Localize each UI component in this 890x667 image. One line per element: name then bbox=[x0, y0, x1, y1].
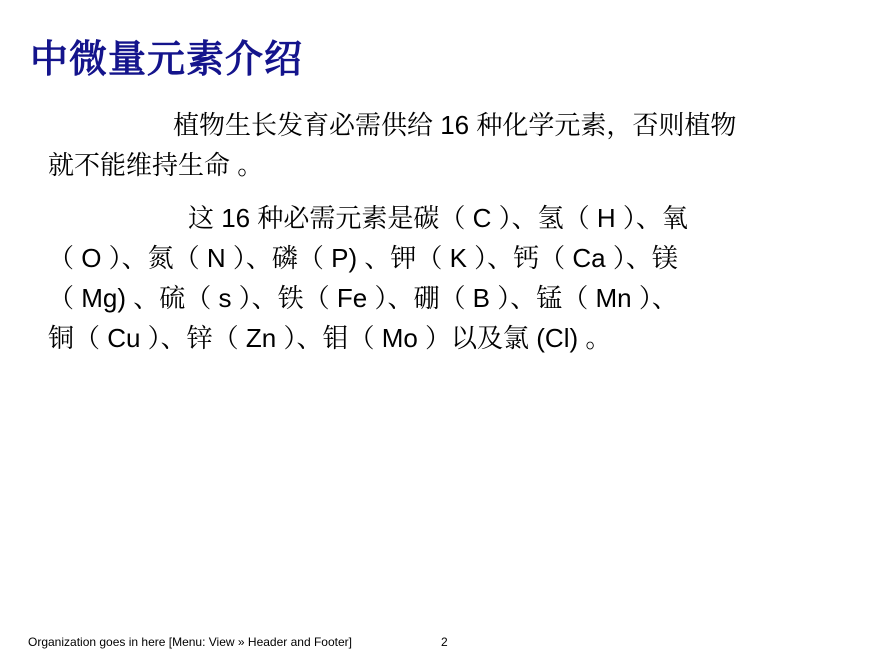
paragraph1-line: 植物生长发育必需供给 16 种化学元素，否则植物 bbox=[173, 110, 737, 140]
paragraph-element-list bbox=[48, 198, 848, 358]
page-number: 2 bbox=[441, 635, 448, 649]
paragraph2-line: 这 16 种必需元素是碳（ C ）、氢（ H ）、氧 bbox=[188, 203, 688, 233]
footer-organization: Organization goes in here [Menu: View » Header and Footer] bbox=[28, 635, 352, 649]
paragraph2-line: 铜（ Cu ）、锌（ Zn ）、钼（ Mo ）以及氯 (Cl) 。 bbox=[48, 323, 612, 353]
paragraph-plant-requirement bbox=[48, 105, 848, 185]
paragraph2-line: （ O ）、氮（ N ）、磷（ P) 、钾（ K ）、钙（ Ca ）、镁 bbox=[48, 243, 678, 273]
paragraph1-line: 就不能维持生命 。 bbox=[48, 150, 264, 180]
paragraph2-line: （ Mg) 、硫（ s ）、铁（ Fe ）、硼（ B ）、锰（ Mn ）、 bbox=[48, 283, 678, 313]
slide-title: 中微量元素介绍 bbox=[30, 39, 304, 81]
